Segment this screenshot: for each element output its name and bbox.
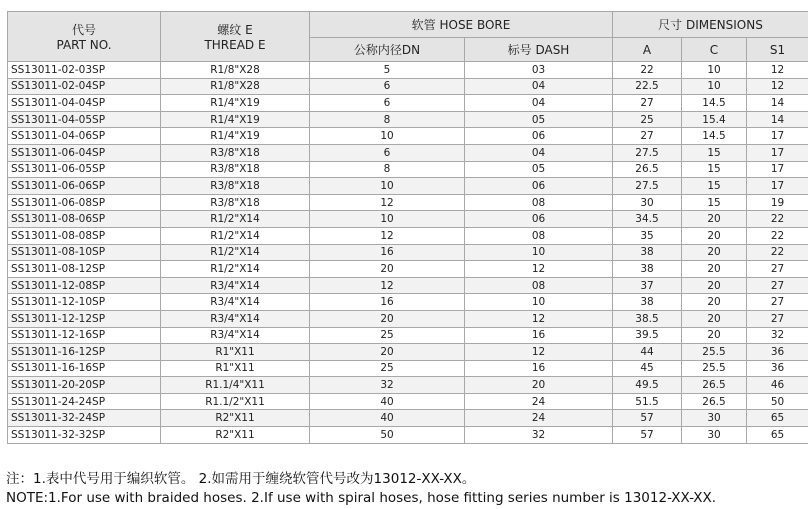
cell-dash: 06 bbox=[465, 128, 613, 145]
cell-s1: 36 bbox=[747, 344, 808, 361]
cell-a: 44 bbox=[613, 344, 682, 361]
cell-thread: R1/2"X14 bbox=[161, 261, 310, 278]
cell-dn: 5 bbox=[310, 62, 465, 79]
cell-dn: 8 bbox=[310, 111, 465, 128]
cell-dn: 25 bbox=[310, 360, 465, 377]
table-row bbox=[8, 111, 808, 128]
cell-thread: R3/8"X18 bbox=[161, 194, 310, 211]
cell-s1: 27 bbox=[747, 294, 808, 311]
cell-thread: R1/4"X19 bbox=[161, 95, 310, 112]
cell-a: 39.5 bbox=[613, 327, 682, 344]
cell-thread: R1/4"X19 bbox=[161, 128, 310, 145]
col-group-dimensions: 尺寸 DIMENSIONS bbox=[613, 12, 808, 38]
cell-thread: R1"X11 bbox=[161, 344, 310, 361]
cell-thread: R1/2"X14 bbox=[161, 227, 310, 244]
col-header-c: C bbox=[682, 38, 747, 62]
cell-a: 57 bbox=[613, 410, 682, 427]
cell-s1: 12 bbox=[747, 78, 808, 95]
cell-part: SS13011-20-20SP bbox=[8, 377, 161, 394]
cell-part: SS13011-12-10SP bbox=[8, 294, 161, 311]
cell-dn: 8 bbox=[310, 161, 465, 178]
cell-s1: 17 bbox=[747, 144, 808, 161]
cell-s1: 14 bbox=[747, 111, 808, 128]
cell-a: 27.5 bbox=[613, 144, 682, 161]
cell-a: 30 bbox=[613, 194, 682, 211]
table-row bbox=[8, 128, 808, 145]
hose-fitting-spec-table bbox=[7, 11, 808, 444]
cell-c: 10 bbox=[682, 62, 747, 79]
cell-thread: R3/4"X14 bbox=[161, 294, 310, 311]
cell-s1: 27 bbox=[747, 310, 808, 327]
cell-c: 20 bbox=[682, 227, 747, 244]
cell-c: 15 bbox=[682, 178, 747, 195]
cell-dn: 12 bbox=[310, 277, 465, 294]
table-row bbox=[8, 360, 808, 377]
cell-dash: 06 bbox=[465, 211, 613, 228]
cell-thread: R3/8"X18 bbox=[161, 178, 310, 195]
cell-a: 22 bbox=[613, 62, 682, 79]
cell-part: SS13011-12-12SP bbox=[8, 310, 161, 327]
cell-part: SS13011-32-32SP bbox=[8, 427, 161, 444]
cell-part: SS13011-04-05SP bbox=[8, 111, 161, 128]
cell-a: 38.5 bbox=[613, 310, 682, 327]
cell-part: SS13011-16-16SP bbox=[8, 360, 161, 377]
note-en: NOTE:1.For use with braided hoses. 2.If use with spiral hoses, hose fitting series number is 13012-XX-XX. bbox=[6, 490, 717, 506]
cell-thread: R1/8"X28 bbox=[161, 78, 310, 95]
cell-dn: 50 bbox=[310, 427, 465, 444]
cell-s1: 32 bbox=[747, 327, 808, 344]
cell-part: SS13011-08-12SP bbox=[8, 261, 161, 278]
cell-a: 38 bbox=[613, 244, 682, 261]
cell-thread: R3/4"X14 bbox=[161, 327, 310, 344]
table-row bbox=[8, 78, 808, 95]
cell-c: 20 bbox=[682, 244, 747, 261]
cell-part: SS13011-08-06SP bbox=[8, 211, 161, 228]
cell-s1: 36 bbox=[747, 360, 808, 377]
cell-c: 25.5 bbox=[682, 360, 747, 377]
cell-s1: 65 bbox=[747, 427, 808, 444]
cell-s1: 17 bbox=[747, 161, 808, 178]
cell-c: 15 bbox=[682, 194, 747, 211]
cell-dash: 03 bbox=[465, 62, 613, 79]
cell-dash: 04 bbox=[465, 78, 613, 95]
col-group-hose-bore: 软管 HOSE BORE bbox=[310, 12, 613, 38]
table-row bbox=[8, 144, 808, 161]
cell-c: 30 bbox=[682, 410, 747, 427]
cell-dn: 20 bbox=[310, 344, 465, 361]
cell-dn: 20 bbox=[310, 310, 465, 327]
table-row bbox=[8, 194, 808, 211]
table-body bbox=[8, 62, 808, 444]
cell-s1: 17 bbox=[747, 178, 808, 195]
cell-s1: 27 bbox=[747, 277, 808, 294]
cell-dash: 08 bbox=[465, 227, 613, 244]
cell-c: 26.5 bbox=[682, 393, 747, 410]
cell-dn: 40 bbox=[310, 393, 465, 410]
cell-dash: 05 bbox=[465, 111, 613, 128]
cell-thread: R1.1/2"X11 bbox=[161, 393, 310, 410]
cell-c: 15.4 bbox=[682, 111, 747, 128]
cell-part: SS13011-12-08SP bbox=[8, 277, 161, 294]
table-row bbox=[8, 244, 808, 261]
cell-a: 38 bbox=[613, 294, 682, 311]
cell-a: 35 bbox=[613, 227, 682, 244]
cell-c: 14.5 bbox=[682, 128, 747, 145]
cell-dash: 05 bbox=[465, 161, 613, 178]
table-row bbox=[8, 178, 808, 195]
cell-a: 34.5 bbox=[613, 211, 682, 228]
cell-c: 30 bbox=[682, 427, 747, 444]
cell-dash: 12 bbox=[465, 310, 613, 327]
cell-dash: 16 bbox=[465, 360, 613, 377]
cell-s1: 50 bbox=[747, 393, 808, 410]
cell-c: 15 bbox=[682, 144, 747, 161]
notes bbox=[6, 470, 716, 508]
cell-a: 26.5 bbox=[613, 161, 682, 178]
cell-dn: 6 bbox=[310, 144, 465, 161]
cell-c: 26.5 bbox=[682, 377, 747, 394]
col-header-a: A bbox=[613, 38, 682, 62]
note-cn: 注：1.表中代号用于编织软管。 2.如需用于缠绕软管代号改为13012-XX-XX。 bbox=[6, 471, 476, 487]
cell-a: 45 bbox=[613, 360, 682, 377]
cell-part: SS13011-32-24SP bbox=[8, 410, 161, 427]
cell-part: SS13011-06-05SP bbox=[8, 161, 161, 178]
thread-en-label: THREAD E bbox=[204, 38, 266, 52]
cell-dn: 6 bbox=[310, 78, 465, 95]
cell-part: SS13011-08-08SP bbox=[8, 227, 161, 244]
thread-cn-label: 螺纹 E bbox=[217, 23, 253, 37]
cell-c: 25.5 bbox=[682, 344, 747, 361]
cell-dn: 40 bbox=[310, 410, 465, 427]
cell-dn: 10 bbox=[310, 178, 465, 195]
cell-part: SS13011-02-04SP bbox=[8, 78, 161, 95]
table-row bbox=[8, 294, 808, 311]
cell-dn: 25 bbox=[310, 327, 465, 344]
cell-dash: 20 bbox=[465, 377, 613, 394]
cell-a: 27.5 bbox=[613, 178, 682, 195]
cell-dn: 32 bbox=[310, 377, 465, 394]
cell-dash: 10 bbox=[465, 294, 613, 311]
cell-c: 20 bbox=[682, 211, 747, 228]
cell-dash: 08 bbox=[465, 194, 613, 211]
cell-a: 38 bbox=[613, 261, 682, 278]
cell-dash: 04 bbox=[465, 144, 613, 161]
cell-a: 22.5 bbox=[613, 78, 682, 95]
cell-s1: 22 bbox=[747, 211, 808, 228]
cell-c: 20 bbox=[682, 277, 747, 294]
cell-part: SS13011-24-24SP bbox=[8, 393, 161, 410]
cell-s1: 19 bbox=[747, 194, 808, 211]
cell-a: 27 bbox=[613, 128, 682, 145]
cell-c: 20 bbox=[682, 294, 747, 311]
cell-s1: 14 bbox=[747, 95, 808, 112]
cell-a: 51.5 bbox=[613, 393, 682, 410]
table-row bbox=[8, 211, 808, 228]
col-header-s1: S1 bbox=[747, 38, 808, 62]
cell-c: 14.5 bbox=[682, 95, 747, 112]
col-header-dash: 标号 DASH bbox=[465, 38, 613, 62]
cell-dash: 24 bbox=[465, 393, 613, 410]
cell-thread: R3/4"X14 bbox=[161, 277, 310, 294]
cell-dash: 04 bbox=[465, 95, 613, 112]
part-no-cn-label: 代号 bbox=[71, 23, 96, 37]
col-header-thread bbox=[161, 12, 310, 62]
cell-dash: 06 bbox=[465, 178, 613, 195]
cell-dash: 12 bbox=[465, 344, 613, 361]
cell-dash: 12 bbox=[465, 261, 613, 278]
cell-dn: 6 bbox=[310, 95, 465, 112]
part-no-en-label: PART NO. bbox=[56, 38, 112, 52]
cell-thread: R1/2"X14 bbox=[161, 244, 310, 261]
cell-dash: 08 bbox=[465, 277, 613, 294]
table-row bbox=[8, 377, 808, 394]
table-row bbox=[8, 344, 808, 361]
cell-c: 20 bbox=[682, 327, 747, 344]
cell-a: 27 bbox=[613, 95, 682, 112]
table-row bbox=[8, 227, 808, 244]
spec-table-wrapper bbox=[7, 11, 808, 444]
table-row bbox=[8, 161, 808, 178]
cell-dash: 10 bbox=[465, 244, 613, 261]
table-row bbox=[8, 410, 808, 427]
cell-s1: 22 bbox=[747, 244, 808, 261]
cell-thread: R3/8"X18 bbox=[161, 144, 310, 161]
cell-thread: R3/4"X14 bbox=[161, 310, 310, 327]
cell-part: SS13011-02-03SP bbox=[8, 62, 161, 79]
cell-c: 15 bbox=[682, 161, 747, 178]
cell-part: SS13011-06-04SP bbox=[8, 144, 161, 161]
cell-thread: R3/8"X18 bbox=[161, 161, 310, 178]
cell-thread: R1"X11 bbox=[161, 360, 310, 377]
cell-s1: 46 bbox=[747, 377, 808, 394]
cell-thread: R2"X11 bbox=[161, 410, 310, 427]
cell-s1: 65 bbox=[747, 410, 808, 427]
cell-s1: 17 bbox=[747, 128, 808, 145]
cell-s1: 27 bbox=[747, 261, 808, 278]
cell-dn: 12 bbox=[310, 194, 465, 211]
table-row bbox=[8, 277, 808, 294]
cell-part: SS13011-08-10SP bbox=[8, 244, 161, 261]
cell-part: SS13011-06-06SP bbox=[8, 178, 161, 195]
cell-a: 49.5 bbox=[613, 377, 682, 394]
cell-part: SS13011-16-12SP bbox=[8, 344, 161, 361]
table-row bbox=[8, 62, 808, 79]
cell-a: 25 bbox=[613, 111, 682, 128]
cell-dn: 10 bbox=[310, 128, 465, 145]
cell-s1: 22 bbox=[747, 227, 808, 244]
cell-part: SS13011-06-08SP bbox=[8, 194, 161, 211]
table-row bbox=[8, 310, 808, 327]
cell-a: 57 bbox=[613, 427, 682, 444]
cell-thread: R1/4"X19 bbox=[161, 111, 310, 128]
table-row bbox=[8, 427, 808, 444]
cell-dn: 12 bbox=[310, 227, 465, 244]
table-row bbox=[8, 261, 808, 278]
cell-c: 20 bbox=[682, 310, 747, 327]
col-header-dn: 公称内径DN bbox=[310, 38, 465, 62]
cell-thread: R1.1/4"X11 bbox=[161, 377, 310, 394]
cell-c: 10 bbox=[682, 78, 747, 95]
table-row bbox=[8, 393, 808, 410]
cell-dash: 24 bbox=[465, 410, 613, 427]
cell-s1: 12 bbox=[747, 62, 808, 79]
cell-a: 37 bbox=[613, 277, 682, 294]
cell-c: 20 bbox=[682, 261, 747, 278]
cell-part: SS13011-04-06SP bbox=[8, 128, 161, 145]
cell-thread: R1/2"X14 bbox=[161, 211, 310, 228]
cell-part: SS13011-04-04SP bbox=[8, 95, 161, 112]
col-header-part-no bbox=[8, 12, 161, 62]
cell-dash: 32 bbox=[465, 427, 613, 444]
table-header bbox=[8, 12, 808, 62]
cell-part: SS13011-12-16SP bbox=[8, 327, 161, 344]
cell-dn: 16 bbox=[310, 294, 465, 311]
cell-dn: 10 bbox=[310, 211, 465, 228]
cell-dn: 16 bbox=[310, 244, 465, 261]
table-row bbox=[8, 327, 808, 344]
table-row bbox=[8, 95, 808, 112]
cell-dash: 16 bbox=[465, 327, 613, 344]
cell-dn: 20 bbox=[310, 261, 465, 278]
cell-thread: R1/8"X28 bbox=[161, 62, 310, 79]
cell-thread: R2"X11 bbox=[161, 427, 310, 444]
